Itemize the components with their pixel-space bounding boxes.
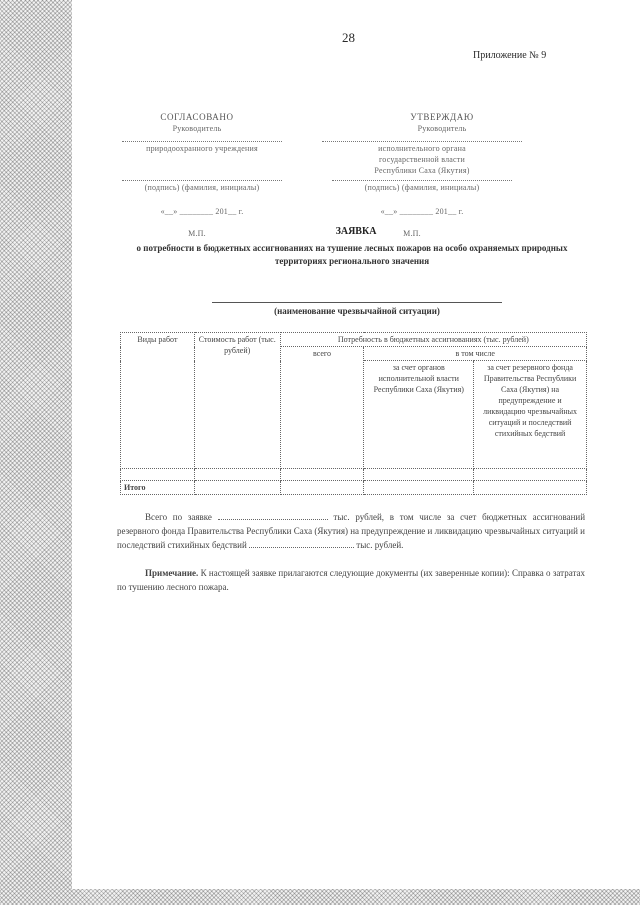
total-amount-field [218,510,328,520]
left-block-org: природоохранного учреждения [146,144,258,153]
table-total-row [121,481,587,495]
scan-edge-left [0,0,72,905]
header-including: в том числе [364,347,587,361]
right-block-org-1: исполнительного органа [378,144,466,153]
header-exec-authorities: за счет органов исполнительной власти Республики Саха (Якутия) [364,361,474,469]
right-block-role: Руководитель [417,124,467,133]
document-subtitle: о потребности в бюджетных ассигнованиях на тушение лесных пожаров на особо охраняемых природных территориях регионального значения [136,243,568,266]
appendix-label: Приложение № 9 [473,50,547,61]
document-page [72,0,640,889]
header-cost: Стоимость работ (тыс. рублей) [194,333,280,469]
request-table [120,332,587,495]
total-paragraph-end: тыс. рублей. [356,540,404,550]
left-date: «__» ________ 201__ г. [160,207,244,216]
header-total: всего [280,347,364,469]
total-paragraph [117,510,585,552]
note-label: Примечание. [145,568,199,578]
right-sign-caption: (подпись) (фамилия, инициалы) [364,183,480,192]
right-block-org-2: государственной власти [379,155,465,164]
total-paragraph-mid: тыс. рублей, в том числе за счет бюджетных ассигнований резервного фонда Правительства Республики Саха (Якутия) на предупреждение и ликвидацию чрезвычайных ситуаций и последствий стихийных бедствий [117,512,586,550]
scan-edge-bottom [0,889,640,905]
right-org-line [322,141,522,142]
total-row-label: Итого [121,481,195,495]
right-block-org-3: Республики Саха (Якутия) [374,166,470,175]
left-org-line [122,141,282,142]
header-need: Потребность в бюджетных ассигнованиях (тыс. рублей) [280,333,586,347]
table-row [121,469,587,481]
right-date: «__» ________ 201__ г. [380,207,464,216]
page-number: 28 [342,30,355,45]
left-stamp: М.П. [188,229,206,238]
left-block-title: СОГЛАСОВАНО [160,112,234,122]
right-sign-line [332,180,512,181]
right-stamp: М.П. [403,229,421,238]
note-paragraph [117,566,585,594]
right-block-title: УТВЕРЖДАЮ [410,112,474,122]
left-sign-caption: (подпись) (фамилия, инициалы) [144,183,260,192]
reserve-amount-field [249,538,354,548]
note-text: К настоящей заявке прилагаются следующие документы (их заверенные копии): Справка о затратах по тушению лесного пожара. [117,568,585,592]
header-work-types: Виды работ [121,333,195,469]
document-title: ЗАЯВКА [335,226,377,237]
left-block-role: Руководитель [172,124,222,133]
header-reserve-fund: за счет резервного фонда Правительства Республики Саха (Якутия) на предупреждение и ликвидацию чрезвычайных ситуаций и последствий стихийных бедствий [474,361,587,469]
left-sign-line [122,180,282,181]
emergency-name-label: (наименование чрезвычайной ситуации) [212,302,502,316]
total-paragraph-start: Всего по заявке [145,512,212,522]
